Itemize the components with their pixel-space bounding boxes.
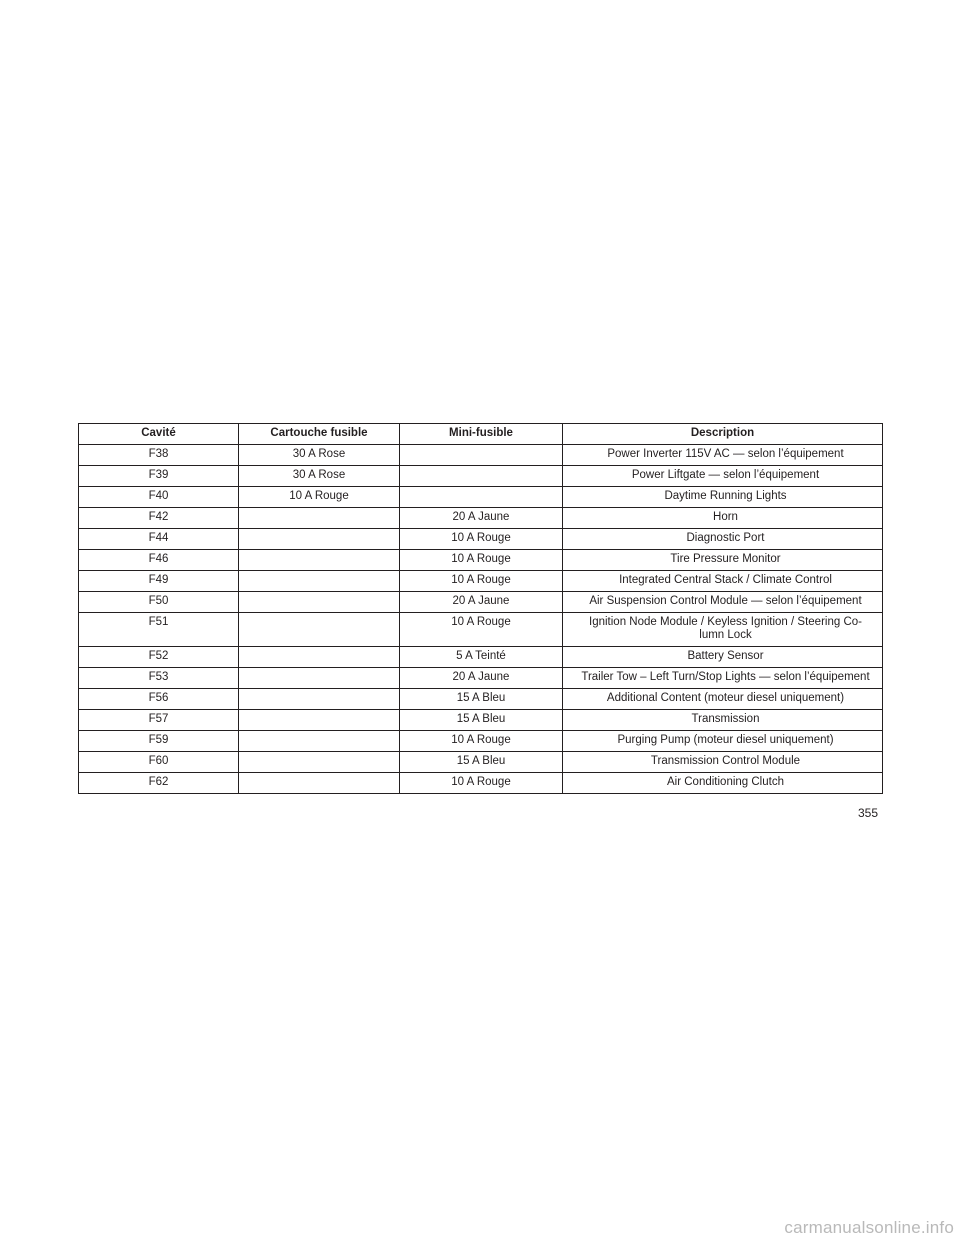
cell-description: Power Inverter 115V AC — selon l’équipement (563, 445, 883, 466)
cell-description: Battery Sensor (563, 647, 883, 668)
header-cavite: Cavité (79, 424, 239, 445)
cell-description: Air Suspension Control Module — selon l’équipement (563, 592, 883, 613)
page-number: 355 (858, 806, 879, 820)
cell-cartouche (239, 668, 400, 689)
cell-mini-fusible: 15 A Bleu (400, 689, 563, 710)
cell-cartouche (239, 647, 400, 668)
cell-cavite: F57 (79, 710, 239, 731)
cell-description: Trailer Tow – Left Turn/Stop Lights — selon l’équipement (563, 668, 883, 689)
cell-cavite: F40 (79, 487, 239, 508)
table-row (79, 647, 883, 668)
cell-mini-fusible: 15 A Bleu (400, 710, 563, 731)
cell-description: Tire Pressure Monitor (563, 550, 883, 571)
cell-mini-fusible: 10 A Rouge (400, 773, 563, 794)
fuse-table (78, 423, 883, 794)
cell-description: Daytime Running Lights (563, 487, 883, 508)
cell-mini-fusible: 10 A Rouge (400, 613, 563, 647)
cell-cartouche: 30 A Rose (239, 445, 400, 466)
cell-cartouche (239, 731, 400, 752)
watermark-text: carmanualsonline.info (784, 1218, 954, 1237)
table-row (79, 550, 883, 571)
cell-cavite: F44 (79, 529, 239, 550)
cell-cartouche (239, 508, 400, 529)
header-cartouche-fusible: Cartouche fusible (239, 424, 400, 445)
cell-cartouche (239, 550, 400, 571)
cell-cartouche: 10 A Rouge (239, 487, 400, 508)
cell-description: Purging Pump (moteur diesel uniquement) (563, 731, 883, 752)
cell-cavite: F49 (79, 571, 239, 592)
cell-description: Diagnostic Port (563, 529, 883, 550)
table-row (79, 592, 883, 613)
cell-description: Transmission (563, 710, 883, 731)
cell-cartouche (239, 529, 400, 550)
cell-cartouche (239, 689, 400, 710)
cell-cavite: F62 (79, 773, 239, 794)
cell-mini-fusible (400, 445, 563, 466)
table-row (79, 571, 883, 592)
table-row (79, 445, 883, 466)
cell-mini-fusible: 10 A Rouge (400, 550, 563, 571)
table-row (79, 508, 883, 529)
cell-description: Horn (563, 508, 883, 529)
cell-description: Power Liftgate — selon l’équipement (563, 466, 883, 487)
table-header-row (79, 424, 883, 445)
table-row (79, 731, 883, 752)
cell-cavite: F56 (79, 689, 239, 710)
cell-cavite: F39 (79, 466, 239, 487)
cell-description: Additional Content (moteur diesel uniquement) (563, 689, 883, 710)
cell-cartouche: 30 A Rose (239, 466, 400, 487)
table-row (79, 668, 883, 689)
cell-description: Integrated Central Stack / Climate Control (563, 571, 883, 592)
cell-cavite: F38 (79, 445, 239, 466)
table-row (79, 529, 883, 550)
cell-mini-fusible: 20 A Jaune (400, 592, 563, 613)
header-description: Description (563, 424, 883, 445)
cell-cavite: F51 (79, 613, 239, 647)
table-row (79, 710, 883, 731)
table-row (79, 689, 883, 710)
cell-cartouche (239, 571, 400, 592)
cell-cavite: F53 (79, 668, 239, 689)
header-mini-fusible: Mini-fusible (400, 424, 563, 445)
cell-cartouche (239, 613, 400, 647)
table-body (79, 445, 883, 794)
cell-cavite: F42 (79, 508, 239, 529)
cell-cavite: F46 (79, 550, 239, 571)
cell-cavite: F60 (79, 752, 239, 773)
table-row (79, 613, 883, 647)
cell-cavite: F59 (79, 731, 239, 752)
cell-mini-fusible: 5 A Teinté (400, 647, 563, 668)
cell-mini-fusible: 10 A Rouge (400, 529, 563, 550)
table-row (79, 487, 883, 508)
cell-cavite: F50 (79, 592, 239, 613)
cell-cartouche (239, 592, 400, 613)
cell-description: Air Conditioning Clutch (563, 773, 883, 794)
cell-mini-fusible: 10 A Rouge (400, 731, 563, 752)
cell-mini-fusible (400, 487, 563, 508)
cell-description: Transmission Control Module (563, 752, 883, 773)
cell-cartouche (239, 773, 400, 794)
table-row (79, 773, 883, 794)
cell-cartouche (239, 710, 400, 731)
cell-mini-fusible (400, 466, 563, 487)
cell-mini-fusible: 20 A Jaune (400, 668, 563, 689)
cell-cavite: F52 (79, 647, 239, 668)
cell-mini-fusible: 10 A Rouge (400, 571, 563, 592)
cell-mini-fusible: 20 A Jaune (400, 508, 563, 529)
table-row (79, 752, 883, 773)
cell-cartouche (239, 752, 400, 773)
cell-description: Ignition Node Module / Keyless Ignition / Steering Co- lumn Lock (563, 613, 883, 647)
table-row (79, 466, 883, 487)
cell-mini-fusible: 15 A Bleu (400, 752, 563, 773)
